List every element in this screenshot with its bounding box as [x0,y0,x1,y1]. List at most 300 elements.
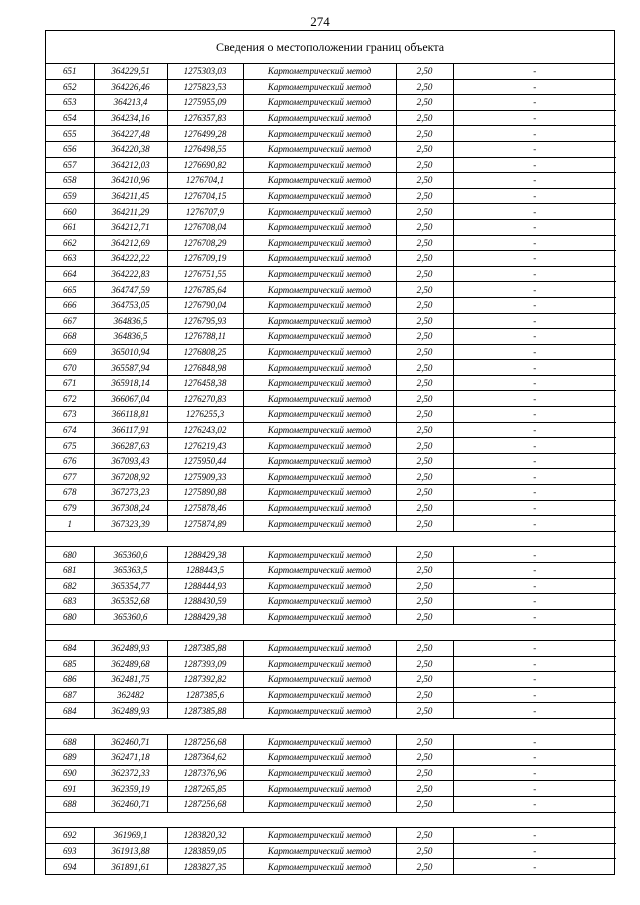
description-cell: - [453,157,616,173]
table-row [46,796,616,812]
method-cell: Картометрический метод [243,781,396,797]
coord-y-cell: 1276788,11 [167,329,243,345]
table-row [46,765,616,781]
coord-y-cell: 1287392,82 [167,672,243,688]
method-cell: Картометрический метод [243,95,396,111]
coord-y-cell: 1276751,55 [167,266,243,282]
table-row [46,453,616,469]
description-cell: - [453,469,616,485]
coord-x-cell: 367308,24 [94,500,167,516]
method-cell: Картометрический метод [243,563,396,579]
method-cell: Картометрический метод [243,843,396,859]
method-cell: Картометрический метод [243,469,396,485]
method-cell: Картометрический метод [243,141,396,157]
accuracy-cell: 2,50 [396,750,453,766]
accuracy-cell: 2,50 [396,375,453,391]
boundary-table-frame [45,30,615,875]
description-cell: - [453,656,616,672]
description-cell: - [453,391,616,407]
coord-x-cell: 365352,68 [94,594,167,610]
point-number-cell: 681 [46,563,94,579]
coord-y-cell: 1287256,68 [167,734,243,750]
coord-x-cell: 367323,39 [94,516,167,532]
coord-x-cell: 362460,71 [94,734,167,750]
coord-x-cell: 364210,96 [94,173,167,189]
accuracy-cell: 2,50 [396,703,453,719]
point-number-cell: 686 [46,672,94,688]
coord-y-cell: 1275909,33 [167,469,243,485]
coord-y-cell: 1275303,03 [167,64,243,79]
point-number-cell: 684 [46,640,94,656]
coord-y-cell: 1288429,38 [167,547,243,563]
description-cell: - [453,687,616,703]
table-row [46,251,616,267]
description-cell: - [453,64,616,79]
table-row [46,95,616,111]
table-row [46,266,616,282]
table-row [46,516,616,532]
method-cell: Картометрический метод [243,173,396,189]
coord-x-cell: 365587,94 [94,360,167,376]
table-row [46,329,616,345]
point-number-cell: 661 [46,219,94,235]
method-cell: Картометрический метод [243,266,396,282]
point-number-cell: 657 [46,157,94,173]
accuracy-cell: 2,50 [396,126,453,142]
table-row [46,391,616,407]
coord-y-cell: 1276270,83 [167,391,243,407]
coord-y-cell: 1288429,38 [167,609,243,625]
coord-x-cell: 367208,92 [94,469,167,485]
coord-y-cell: 1288443,5 [167,563,243,579]
accuracy-cell: 2,50 [396,79,453,95]
description-cell: - [453,594,616,610]
accuracy-cell: 2,50 [396,672,453,688]
description-cell: - [453,173,616,189]
method-cell: Картометрический метод [243,157,396,173]
description-cell: - [453,95,616,111]
coord-y-cell: 1276219,43 [167,438,243,454]
table-row [46,485,616,501]
point-number-cell: 684 [46,703,94,719]
group-separator [46,812,616,828]
table-row [46,672,616,688]
point-number-cell: 680 [46,547,94,563]
coord-y-cell: 1287393,09 [167,656,243,672]
description-cell: - [453,235,616,251]
point-number-cell: 685 [46,656,94,672]
accuracy-cell: 2,50 [396,594,453,610]
coord-x-cell: 364211,29 [94,204,167,220]
accuracy-cell: 2,50 [396,781,453,797]
coord-y-cell: 1276709,19 [167,251,243,267]
description-cell: - [453,516,616,532]
accuracy-cell: 2,50 [396,485,453,501]
coord-y-cell: 1275955,09 [167,95,243,111]
method-cell: Картометрический метод [243,235,396,251]
point-number-cell: 683 [46,594,94,610]
method-cell: Картометрический метод [243,313,396,329]
description-cell: - [453,297,616,313]
coord-y-cell: 1276499,28 [167,126,243,142]
coord-y-cell: 1276708,29 [167,235,243,251]
point-number-cell: 659 [46,188,94,204]
point-number-cell: 682 [46,578,94,594]
coord-x-cell: 366067,04 [94,391,167,407]
coord-y-cell: 1288430,59 [167,594,243,610]
accuracy-cell: 2,50 [396,110,453,126]
table-row [46,687,616,703]
method-cell: Картометрический метод [243,703,396,719]
accuracy-cell: 2,50 [396,282,453,298]
method-cell: Картометрический метод [243,609,396,625]
coord-y-cell: 1283820,32 [167,828,243,844]
table-row [46,297,616,313]
table-row [46,204,616,220]
coord-y-cell: 1276707,9 [167,204,243,220]
separator-cell [46,718,616,734]
accuracy-cell: 2,50 [396,360,453,376]
description-cell: - [453,734,616,750]
method-cell: Картометрический метод [243,640,396,656]
method-cell: Картометрический метод [243,344,396,360]
point-number-cell: 652 [46,79,94,95]
table-row [46,828,616,844]
coord-x-cell: 365360,6 [94,609,167,625]
point-number-cell: 654 [46,110,94,126]
description-cell: - [453,282,616,298]
description-cell: - [453,828,616,844]
coord-y-cell: 1276704,15 [167,188,243,204]
coord-x-cell: 361891,61 [94,859,167,874]
method-cell: Картометрический метод [243,578,396,594]
description-cell: - [453,796,616,812]
table-row [46,438,616,454]
coord-x-cell: 366117,91 [94,422,167,438]
table-row [46,79,616,95]
coord-y-cell: 1288444,93 [167,578,243,594]
point-number-cell: 675 [46,438,94,454]
accuracy-cell: 2,50 [396,609,453,625]
coord-x-cell: 364213,4 [94,95,167,111]
coord-y-cell: 1276708,04 [167,219,243,235]
description-cell: - [453,672,616,688]
coord-x-cell: 364227,48 [94,126,167,142]
point-number-cell: 671 [46,375,94,391]
point-number-cell: 656 [46,141,94,157]
coord-x-cell: 362359,19 [94,781,167,797]
accuracy-cell: 2,50 [396,828,453,844]
coord-y-cell: 1276785,64 [167,282,243,298]
point-number-cell: 672 [46,391,94,407]
point-number-cell: 691 [46,781,94,797]
table-row [46,235,616,251]
coord-x-cell: 364212,69 [94,235,167,251]
point-number-cell: 658 [46,173,94,189]
group-separator [46,625,616,641]
description-cell: - [453,609,616,625]
table-row [46,781,616,797]
coord-y-cell: 1276790,04 [167,297,243,313]
accuracy-cell: 2,50 [396,95,453,111]
point-number-cell: 687 [46,687,94,703]
accuracy-cell: 2,50 [396,157,453,173]
table-row [46,407,616,423]
coord-y-cell: 1275874,89 [167,516,243,532]
method-cell: Картометрический метод [243,796,396,812]
table-row [46,313,616,329]
method-cell: Картометрический метод [243,438,396,454]
accuracy-cell: 2,50 [396,297,453,313]
table-row [46,469,616,485]
method-cell: Картометрический метод [243,204,396,220]
description-cell: - [453,547,616,563]
accuracy-cell: 2,50 [396,453,453,469]
coord-x-cell: 366287,63 [94,438,167,454]
description-cell: - [453,703,616,719]
coord-x-cell: 364212,03 [94,157,167,173]
coord-x-cell: 365010,94 [94,344,167,360]
point-number-cell: 680 [46,609,94,625]
coord-y-cell: 1275823,53 [167,79,243,95]
coord-y-cell: 1275890,88 [167,485,243,501]
point-number-cell: 678 [46,485,94,501]
method-cell: Картометрический метод [243,110,396,126]
description-cell: - [453,79,616,95]
accuracy-cell: 2,50 [396,500,453,516]
point-number-cell: 1 [46,516,94,532]
coord-x-cell: 364836,5 [94,329,167,345]
coord-x-cell: 364220,38 [94,141,167,157]
description-cell: - [453,438,616,454]
accuracy-cell: 2,50 [396,235,453,251]
point-number-cell: 674 [46,422,94,438]
coord-y-cell: 1276255,3 [167,407,243,423]
coord-y-cell: 1287385,88 [167,703,243,719]
description-cell: - [453,251,616,267]
method-cell: Картометрический метод [243,453,396,469]
accuracy-cell: 2,50 [396,204,453,220]
description-cell: - [453,781,616,797]
accuracy-cell: 2,50 [396,843,453,859]
accuracy-cell: 2,50 [396,313,453,329]
coord-x-cell: 361969,1 [94,828,167,844]
table-row [46,859,616,874]
method-cell: Картометрический метод [243,734,396,750]
description-cell: - [453,126,616,142]
coord-x-cell: 364211,45 [94,188,167,204]
accuracy-cell: 2,50 [396,188,453,204]
table-row [46,703,616,719]
coord-y-cell: 1287385,88 [167,640,243,656]
accuracy-cell: 2,50 [396,765,453,781]
separator-cell [46,625,616,641]
coord-y-cell: 1276357,83 [167,110,243,126]
table-row [46,126,616,142]
method-cell: Картометрический метод [243,64,396,79]
description-cell: - [453,313,616,329]
page-number: 274 [310,14,330,29]
method-cell: Картометрический метод [243,500,396,516]
coord-x-cell: 362372,33 [94,765,167,781]
coord-x-cell: 366118,81 [94,407,167,423]
table-row [46,64,616,79]
point-number-cell: 693 [46,843,94,859]
point-number-cell: 692 [46,828,94,844]
description-cell: - [453,843,616,859]
coord-y-cell: 1276808,25 [167,344,243,360]
coord-y-cell: 1276498,55 [167,141,243,157]
method-cell: Картометрический метод [243,765,396,781]
method-cell: Картометрический метод [243,126,396,142]
table-row [46,110,616,126]
description-cell: - [453,219,616,235]
point-number-cell: 665 [46,282,94,298]
accuracy-cell: 2,50 [396,859,453,874]
coord-y-cell: 1287364,62 [167,750,243,766]
accuracy-cell: 2,50 [396,344,453,360]
accuracy-cell: 2,50 [396,796,453,812]
accuracy-cell: 2,50 [396,516,453,532]
accuracy-cell: 2,50 [396,438,453,454]
coord-x-cell: 364222,22 [94,251,167,267]
method-cell: Картометрический метод [243,219,396,235]
method-cell: Картометрический метод [243,188,396,204]
table-row [46,344,616,360]
description-cell: - [453,329,616,345]
point-number-cell: 688 [46,796,94,812]
coord-y-cell: 1283859,05 [167,843,243,859]
coordinates-table [46,64,616,874]
method-cell: Картометрический метод [243,329,396,345]
coord-x-cell: 364212,71 [94,219,167,235]
table-row [46,640,616,656]
point-number-cell: 689 [46,750,94,766]
description-cell: - [453,110,616,126]
description-cell: - [453,407,616,423]
coord-x-cell: 362482 [94,687,167,703]
point-number-cell: 667 [46,313,94,329]
accuracy-cell: 2,50 [396,329,453,345]
accuracy-cell: 2,50 [396,422,453,438]
method-cell: Картометрический метод [243,297,396,313]
description-cell: - [453,141,616,157]
coord-x-cell: 362489,68 [94,656,167,672]
description-cell: - [453,859,616,874]
accuracy-cell: 2,50 [396,578,453,594]
point-number-cell: 651 [63,66,77,77]
description-cell: - [453,563,616,579]
point-number-cell: 666 [46,297,94,313]
coord-y-cell: 1287265,85 [167,781,243,797]
table-row [46,594,616,610]
coord-x-cell: 362460,71 [94,796,167,812]
table-row [46,188,616,204]
accuracy-cell: 2,50 [396,391,453,407]
table-row [46,563,616,579]
point-number-cell: 694 [46,859,94,874]
table-row [46,843,616,859]
method-cell: Картометрический метод [243,251,396,267]
table-row [46,141,616,157]
accuracy-cell: 2,50 [396,266,453,282]
description-cell: - [453,344,616,360]
method-cell: Картометрический метод [243,687,396,703]
description-cell: - [453,640,616,656]
coord-y-cell: 1276690,82 [167,157,243,173]
coord-x-cell: 362489,93 [94,703,167,719]
coord-x-cell: 367273,23 [94,485,167,501]
accuracy-cell: 2,50 [396,563,453,579]
point-number-cell: 679 [46,500,94,516]
coord-y-cell: 1275950,44 [167,453,243,469]
table-row [46,375,616,391]
method-cell: Картометрический метод [243,750,396,766]
table-row [46,282,616,298]
method-cell: Картометрический метод [243,594,396,610]
coord-x-cell: 365918,14 [94,375,167,391]
coord-x-cell: 364222,83 [94,266,167,282]
point-number-cell: 655 [46,126,94,142]
coord-x-cell: 364747,59 [94,282,167,298]
accuracy-cell: 2,50 [396,251,453,267]
method-cell: Картометрический метод [243,656,396,672]
separator-cell [46,812,616,828]
point-number-cell: 670 [46,360,94,376]
coord-y-cell: 1283827,35 [167,859,243,874]
accuracy-cell: 2,50 [396,640,453,656]
group-separator [46,718,616,734]
accuracy-cell: 2,50 [396,64,453,79]
point-number-cell: 664 [46,266,94,282]
method-cell: Картометрический метод [243,485,396,501]
coord-y-cell: 1276848,98 [167,360,243,376]
coord-x-cell: 365363,5 [94,563,167,579]
table-row [46,219,616,235]
coord-x-cell: 364234,16 [94,110,167,126]
description-cell: - [453,453,616,469]
coord-x-cell: 364226,46 [94,79,167,95]
description-cell: - [453,422,616,438]
accuracy-cell: 2,50 [396,469,453,485]
point-number-cell: 662 [46,235,94,251]
description-cell: - [453,765,616,781]
description-cell: - [453,188,616,204]
table-row [46,422,616,438]
point-number-cell: 668 [46,329,94,345]
point-number-cell: 688 [46,734,94,750]
coord-x-cell: 364753,05 [94,297,167,313]
description-cell: - [453,266,616,282]
coord-y-cell: 1276704,1 [167,173,243,189]
accuracy-cell: 2,50 [396,173,453,189]
accuracy-cell: 2,50 [396,687,453,703]
table-row [46,578,616,594]
point-number-cell: 663 [46,251,94,267]
method-cell: Картометрический метод [243,672,396,688]
coord-x-cell: 362471,18 [94,750,167,766]
coord-y-cell: 1276243,02 [167,422,243,438]
table-row [46,500,616,516]
coord-x-cell: 365360,6 [94,547,167,563]
description-cell: - [453,204,616,220]
method-cell: Картометрический метод [243,391,396,407]
point-number-cell: 690 [46,765,94,781]
accuracy-cell: 2,50 [396,219,453,235]
table-row [46,609,616,625]
method-cell: Картометрический метод [243,422,396,438]
table-row [46,173,616,189]
